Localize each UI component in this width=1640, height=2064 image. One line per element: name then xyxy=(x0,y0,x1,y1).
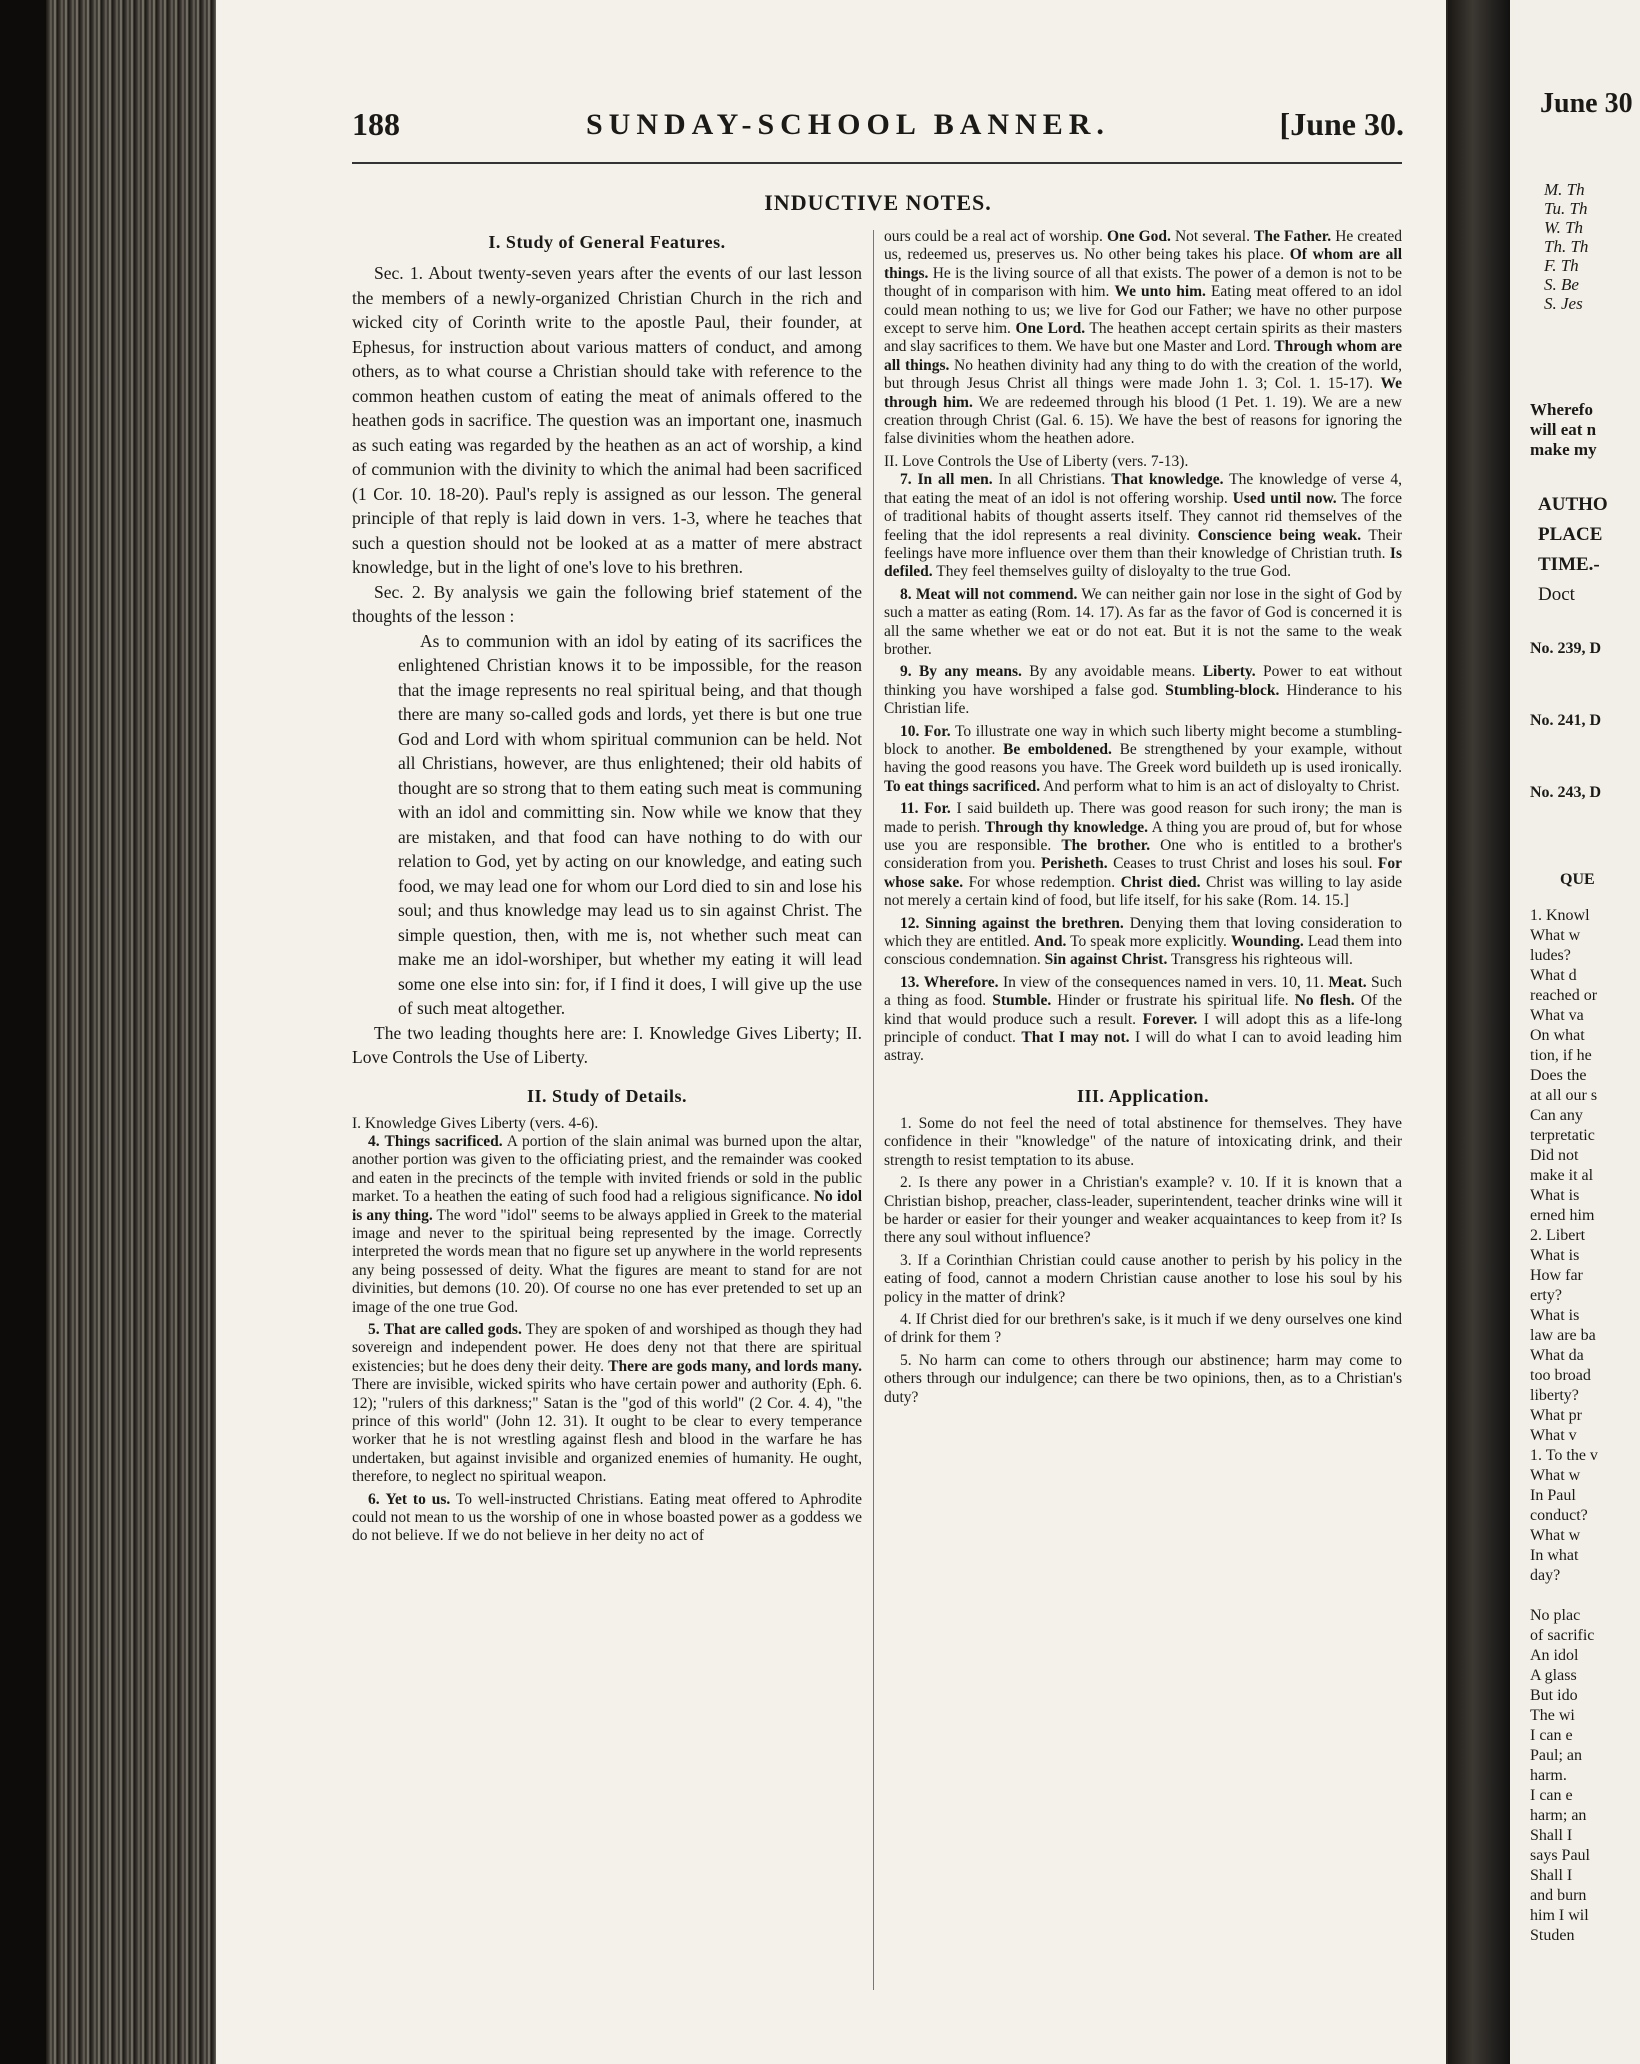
note-text: Lead them into conscious condemnation. xyxy=(884,933,1402,969)
text-line: PLACE xyxy=(1538,524,1603,545)
text-line: Did not xyxy=(1530,1147,1579,1164)
note-text: Eating meat offered to an idol could mean nothing to us; we live for God our Father; we have no other purpose except to serve him. xyxy=(884,283,1402,338)
running-title: SUNDAY-SCHOOL BANNER. xyxy=(586,108,1110,141)
adjacent-page xyxy=(1510,0,1640,2064)
note-text: In all Christians. xyxy=(998,471,1106,489)
note-term: We unto him. xyxy=(1114,283,1206,301)
note-term: Christ died. xyxy=(1120,873,1201,891)
right-column xyxy=(884,228,1402,1411)
text-line: What is xyxy=(1530,1247,1580,1264)
text-line: Shall I xyxy=(1530,1827,1573,1844)
section-heading: III. Application. xyxy=(1076,1085,1210,1106)
adjacent-golden-text xyxy=(1530,400,1597,460)
text-line: Doct xyxy=(1538,584,1575,605)
note-term: Stumble. xyxy=(992,992,1052,1010)
adjacent-daily-readings xyxy=(1544,180,1588,313)
page-number: 188 xyxy=(352,106,400,142)
text-line: What pr xyxy=(1530,1407,1582,1424)
note-verse-12 xyxy=(884,915,1402,970)
text-line: QUE xyxy=(1560,871,1595,888)
note-term: Sin against Christ. xyxy=(1044,951,1168,969)
text-line: What is xyxy=(1530,1187,1580,1204)
application-item: 4. If Christ died for our brethren's sake, is it much if we deny ourselves one kind of drink for them ? xyxy=(884,1310,1402,1347)
text-line: terpretatic xyxy=(1530,1127,1595,1144)
text-line: Does the xyxy=(1530,1067,1587,1084)
application-item: 2. Is there any power in a Christian's example? v. 10. If it is known that a Christian bishop, preacher, class-leader, superintendent, teacher drinks wine will it be harder or easier for their younger and weaker acquaintances to keep from it? Is there any soul without influence? xyxy=(884,1174,1402,1247)
verse-number: 11. xyxy=(900,800,919,818)
list-item: Tu. Th xyxy=(1544,199,1588,218)
note-term: Conscience being weak. xyxy=(1197,526,1362,544)
note-term: Liberty. xyxy=(1202,663,1256,681)
running-header xyxy=(352,100,1404,150)
note-term: In all men. xyxy=(917,471,993,489)
application-item: 5. No harm can come to others through our abstinence; harm may come to others through our indulgence; can there be two opinions, then, as to a Christian's duty? xyxy=(884,1351,1402,1406)
note-text: A portion of the slain animal was burned upon the altar, another portion was given to the officiating priest, and the remainder was cooked and eaten in the precincts of the temple with invited friends or sold in the public market. To a heathen the eating of such food had a religious significance. xyxy=(352,1132,862,1206)
note-text: Of the kind that would produce such a result. xyxy=(884,992,1403,1028)
text-line: An idol xyxy=(1530,1647,1579,1664)
note-term: Meat. xyxy=(1328,973,1367,991)
note-term: The brother. xyxy=(1061,837,1151,854)
text-line: 1. To the v xyxy=(1530,1447,1598,1464)
text-line: AUTHO xyxy=(1538,494,1608,515)
note-text: A thing you are proud of, but for whose use you are responsible. xyxy=(884,818,1402,854)
column-divider xyxy=(873,230,874,1990)
text-line: will eat n xyxy=(1530,420,1597,439)
note-text: And perform what to him is an act of disloyalty to Christ. xyxy=(1043,777,1400,795)
text-line: Can any xyxy=(1530,1107,1583,1124)
text-line: A glass xyxy=(1530,1667,1577,1684)
adjacent-page-header: June 30 xyxy=(1540,88,1633,119)
note-term: Yet to us. xyxy=(385,1490,451,1508)
text-line: What w xyxy=(1530,1527,1581,1544)
note-term: One Lord. xyxy=(1015,320,1086,338)
text-line: I can e xyxy=(1530,1787,1573,1804)
text-line: What w xyxy=(1530,1467,1581,1484)
text-line: No plac xyxy=(1530,1607,1581,1624)
paragraph: Sec. 2. By analysis we gain the following brief statement of the thoughts of the lesson : xyxy=(352,581,862,626)
note-term: No idol is any thing. xyxy=(352,1188,862,1224)
text-line: Shall I xyxy=(1530,1867,1573,1884)
note-text: We are redeemed through his blood (1 Pet. 1. 19). We are a new creation through Christ (Gal. 6. 15). We have the best of reasons for ignoring the false divinities whom the heathen adore. xyxy=(884,393,1402,448)
text-line: tion, if he xyxy=(1530,1047,1592,1064)
list-item: Th. Th xyxy=(1544,237,1589,256)
note-text: Hinder or frustrate his spiritual life. xyxy=(1057,992,1289,1010)
note-text: I will do what I can to avoid leading him astray. xyxy=(884,1029,1402,1065)
note-text: He created us, redeemed us, preserves us. No other being takes his place. xyxy=(884,228,1403,264)
text-line: of sacrific xyxy=(1530,1627,1595,1644)
note-verse-5 xyxy=(352,1321,862,1487)
note-term: For. xyxy=(924,722,951,740)
note-term: Be emboldened. xyxy=(1003,740,1112,758)
note-text: To speak more explicitly. xyxy=(1070,933,1227,951)
text-line: On what xyxy=(1530,1027,1585,1044)
text-line: What w xyxy=(1530,927,1581,944)
header-rule xyxy=(352,162,1402,164)
text-line: No. 243, D xyxy=(1530,784,1602,801)
note-term: Used until now. xyxy=(1232,489,1337,507)
note-term: Meat will not commend. xyxy=(915,585,1078,603)
scan-edge-left xyxy=(0,0,46,2064)
text-line: 2. Libert xyxy=(1530,1227,1586,1244)
note-term: No flesh. xyxy=(1294,992,1355,1010)
note-text: No heathen divinity had any thing to do with the creation of the world, but through Jesus Christ all things were made John 1. 3; Col. 1. 15-17). xyxy=(884,356,1402,393)
text-line: What d xyxy=(1530,967,1577,984)
text-line: ludes? xyxy=(1530,947,1571,964)
note-text: Ceases to trust Christ and loses his soul. xyxy=(1113,855,1373,873)
text-line: What v xyxy=(1530,1427,1577,1444)
note-term: To eat things sacrificed. xyxy=(884,777,1041,795)
note-text: One who is entitled to a brother's consideration from you. xyxy=(884,837,1402,873)
text-line: Wherefo xyxy=(1530,400,1593,419)
note-text: Power to eat without thinking you have worshiped a false god. xyxy=(884,663,1403,699)
note-text: He is the living source of all that exists. The power of a demon is not to be thought of in comparison with him. xyxy=(884,264,1402,301)
issue-date: [June 30. xyxy=(1279,106,1404,142)
text-line: No. 241, D xyxy=(1530,712,1602,729)
note-text: Denying them that loving consideration to which they are entitled. xyxy=(884,914,1403,951)
note-verse-8 xyxy=(884,586,1402,660)
verse-number: 9. xyxy=(900,663,912,681)
adjacent-lesson-info xyxy=(1538,490,1608,610)
note-text: We can neither gain nor lose in the sight of God by such a matter as eating (Rom. 14. 17). As far as the favor of God is concerned it is all the same whether we eat or do not eat. But it is not the same to the weak brother. xyxy=(884,585,1402,658)
text-line: conduct? xyxy=(1530,1507,1588,1524)
note-term: That I may not. xyxy=(1021,1029,1130,1047)
text-line: The wi xyxy=(1530,1707,1575,1724)
text-line: No. 239, D xyxy=(1530,640,1602,657)
analysis-block: As to communion with an idol by eating of its sacrifices the enlightened Christian knows it to be impossible, for the reason that the image represents no real spiritual being, and that though there are many so-called gods and lords, yet there is but one true God and Lord with whom spiritual communion can be held. Not all Christians, however, are thus enlightened; their old habits of thought are so strong that to them eating such meat is communing with an idol and committing sin. Now while we know that they are mistaken, and that food can have nothing to do with our relation to God, yet by acting on our knowledge, and eating such food, we may lead one for whom our Lord died to sin and lose his soul; and thus knowledge may lead us to sin against Christ. The simple question, then, with me is, not whether such meat can make me an idol-worshiper, but whether my eating it will lead some one else into sin: for, if I find it does, I will give up the use of such meat altogether. xyxy=(398,630,862,1018)
note-term: For whose sake. xyxy=(884,855,1403,891)
text-line xyxy=(1530,1586,1598,1606)
text-line: Studen xyxy=(1530,1927,1575,1944)
note-verse-4 xyxy=(352,1133,862,1317)
text-line: reached or xyxy=(1530,987,1598,1004)
list-item: M. Th xyxy=(1544,180,1585,199)
note-verse-9 xyxy=(884,663,1402,718)
verse-number: 7. xyxy=(900,471,912,489)
note-term: Forever. xyxy=(1142,1010,1198,1028)
application-item: 1. Some do not feel the need of total abstinence for themselves. They have confidence in their "knowledge" of the nature of intoxicating drink, and their strength to resist temptation to its abuse. xyxy=(884,1114,1402,1169)
verse-number: 10. xyxy=(900,722,920,740)
note-text: Be strengthened by your example, without having the good reasons you have. The Greek word buildeth up is used ironically. xyxy=(884,740,1403,777)
text-line: What va xyxy=(1530,1007,1584,1024)
note-text: To illustrate one way in which such liberty might become a stumbling-block to another. xyxy=(884,722,1402,758)
note-term: Through whom are all things. xyxy=(884,338,1402,374)
note-text: Not several. xyxy=(1174,228,1250,245)
note-verse-13 xyxy=(884,974,1402,1066)
left-column xyxy=(352,228,862,1550)
text-line: day? xyxy=(1530,1567,1561,1584)
note-text: There are invisible, wicked spirits who have certain power and authority (Eph. 6. 12); "rulers of this darkness;" Satan is the "god of this world" (2 Cor. 4. 4), "the prince of this world" (John 12. 31). It ought to be clear to every temperance worker that he is not wrestling against flesh and blood in the warfare he has undertaken, but against invisible and organized enemies of humanity. He ought, therefore, to neglect no spiritual weapon. xyxy=(352,1376,862,1486)
text-line: says Paul xyxy=(1530,1847,1590,1864)
note-text: They feel themselves guilty of disloyalty to the true God. xyxy=(936,563,1291,581)
text-line: I can e xyxy=(1530,1727,1573,1744)
note-term: Through thy knowledge. xyxy=(984,818,1148,836)
text-line: TIME.- xyxy=(1538,554,1600,575)
book-spine xyxy=(46,0,216,2064)
note-text: Hinderance to his Christian life. xyxy=(884,681,1403,718)
paragraph: Sec. 1. About twenty-seven years after the events of our last lesson the members of a newly-organized Christian Church in the rich and wicked city of Corinth write to the apostle Paul, their founder, at Ephesus, for instruction about various matters of conduct, and among others, as to what course a Christian should take with reference to the common heathen custom of eating the meat of animals offered to the heathen gods in sacrifice. The question was an important one, inasmuch as such eating was regarded by the heathen as an act of worship, a kind of communion with the divinity to which the animal had been sacrificed (1 Cor. 10. 18-20). Paul's reply is assigned as our lesson. The general principle of that reply is laid down in vers. 1-3, where he teaches that such a question should not be looked at as a matter of mere abstract knowledge, but in the light of one's love to his brethren. xyxy=(352,263,862,577)
text-line: 1. Knowl xyxy=(1530,907,1590,924)
note-text: They are spoken of and worshiped as though they had sovereign and independent power. He does deny not that there are spiritual existencies; but he does deny their deity. xyxy=(352,1320,862,1375)
verse-number: 6. xyxy=(368,1490,380,1508)
note-term: We through him. xyxy=(884,375,1402,411)
verse-number: 12. xyxy=(900,914,920,932)
list-item: F. Th xyxy=(1544,256,1579,275)
note-term: Wherefore. xyxy=(923,973,999,991)
note-verse-7 xyxy=(884,471,1402,581)
adjacent-questions xyxy=(1530,870,1598,1946)
note-text: I said buildeth up. There was good reason for such irony; the man is made to perish. xyxy=(884,800,1402,836)
note-text: For whose redemption. xyxy=(968,873,1116,891)
text-line: What is xyxy=(1530,1307,1580,1324)
section-heading: I. Study of General Features. xyxy=(488,232,726,252)
note-text: The knowledge of verse 4, that eating the meat of an idol is not offering worship. xyxy=(884,471,1402,507)
text-line: erty? xyxy=(1530,1287,1562,1304)
subheading: II. Love Controls the Use of Liberty (vers. 7-13). xyxy=(884,452,1189,470)
note-term: By any means. xyxy=(918,663,1022,681)
list-item: S. Jes xyxy=(1544,294,1583,313)
text-line: How far xyxy=(1530,1267,1583,1284)
application-item: 3. If a Corinthian Christian could cause another to perish by his policy in the eating of food, cannot a modern Christian cause another to lose his soul by his policy in the matter of drink? xyxy=(884,1251,1402,1306)
note-term: Perisheth. xyxy=(1040,855,1108,873)
note-term: That are called gods. xyxy=(383,1320,522,1338)
note-verse-10 xyxy=(884,723,1402,797)
note-term: Stumbling-block. xyxy=(1165,681,1280,699)
text-line: at all our s xyxy=(1530,1087,1598,1104)
verse-number: 4. xyxy=(368,1132,380,1150)
text-line: But ido xyxy=(1530,1687,1578,1704)
verse-number: 13. xyxy=(900,973,920,991)
note-text: Christ was willing to lay aside not merely a certain kind of food, but life itself, for his sake (Rom. 14. 15.] xyxy=(884,873,1403,910)
note-term: Is defiled. xyxy=(884,544,1402,581)
list-item: W. Th xyxy=(1544,218,1584,237)
text-line: harm. xyxy=(1530,1767,1567,1784)
note-term: The Father. xyxy=(1254,228,1332,245)
text-line: him I wil xyxy=(1530,1907,1589,1924)
text-line: In what xyxy=(1530,1547,1579,1564)
note-text: Such a thing as food. xyxy=(884,973,1403,1010)
note-term: Of whom are all things. xyxy=(884,246,1403,282)
text-line: too broad xyxy=(1530,1367,1591,1384)
text-line: liberty? xyxy=(1530,1387,1579,1404)
text-line: What da xyxy=(1530,1347,1584,1364)
note-term: Wounding. xyxy=(1230,933,1304,951)
text-line: Paul; an xyxy=(1530,1747,1582,1764)
note-term: Things sacrificed. xyxy=(384,1132,503,1150)
note-text: The word "idol" seems to be always applied in Greek to the material image and never to the spiritual being represented by the image. Correctly interpreted the words mean that no figure set up anywhere in the world represents any being possessed of deity. What the figures are meant to stand for are not divinities, but demons (10. 20). Of course no one has ever pretended to set up an image of the one true God. xyxy=(352,1206,863,1316)
question-lines xyxy=(1530,906,1598,1946)
verse-number: 8. xyxy=(900,585,912,603)
text-line: harm; an xyxy=(1530,1807,1587,1824)
note-text: ours could be a real act of worship. xyxy=(884,228,1103,245)
note-text: The force of traditional habits of thought asserts itself. They cannot rid themselves of the feeling that the idol represents a real divinity. xyxy=(884,489,1402,544)
text-line: make my xyxy=(1530,440,1597,459)
note-term: For. xyxy=(924,800,951,818)
text-line: erned him xyxy=(1530,1207,1595,1224)
note-text: The heathen accept certain spirits as their masters and slay sacrifices to them. We have but one Master and Lord. xyxy=(884,320,1402,356)
text-line: make it al xyxy=(1530,1167,1594,1184)
note-text: To well-instructed Christians. Eating meat offered to Aphrodite could not mean to us the worship of one in whose boasted power as a goddess we do not believe. If we do not believe in her deity no act of xyxy=(352,1490,862,1545)
note-term: And. xyxy=(1034,933,1067,951)
note-term: That knowledge. xyxy=(1111,471,1224,489)
paragraph: The two leading thoughts here are: I. Knowledge Gives Liberty; II. Love Controls the Use of Liberty. xyxy=(352,1022,862,1067)
text-line: In Paul xyxy=(1530,1487,1576,1504)
note-term: There are gods many, and lords many. xyxy=(608,1357,863,1375)
note-verse-11 xyxy=(884,800,1402,910)
book-gutter xyxy=(1448,0,1510,2064)
section-title: INDUCTIVE NOTES. xyxy=(764,190,992,215)
note-text: I will adopt this as a life-long principle of conduct. xyxy=(884,1010,1402,1047)
text-line: and burn xyxy=(1530,1887,1587,1904)
verse-number: 5. xyxy=(368,1320,380,1338)
note-verse-6-cont xyxy=(884,228,1402,449)
list-item: S. Be xyxy=(1544,275,1579,294)
section-heading: II. Study of Details. xyxy=(526,1085,688,1106)
note-verse-6 xyxy=(352,1491,862,1546)
note-term: One God. xyxy=(1106,228,1171,245)
note-text: Their feelings have more influence over them than their knowledge of Christian truth. xyxy=(884,526,1402,562)
note-term: Sinning against the brethren. xyxy=(925,914,1124,932)
subheading: I. Knowledge Gives Liberty (vers. 4-6). xyxy=(352,1114,599,1132)
note-text: Transgress his righteous will. xyxy=(1170,951,1353,969)
text-line: law are ba xyxy=(1530,1327,1596,1344)
note-text: By any avoidable means. xyxy=(1029,663,1196,681)
adjacent-hymn-numbers xyxy=(1530,640,1601,856)
note-text: In view of the consequences named in vers. 10, 11. xyxy=(1002,973,1324,991)
